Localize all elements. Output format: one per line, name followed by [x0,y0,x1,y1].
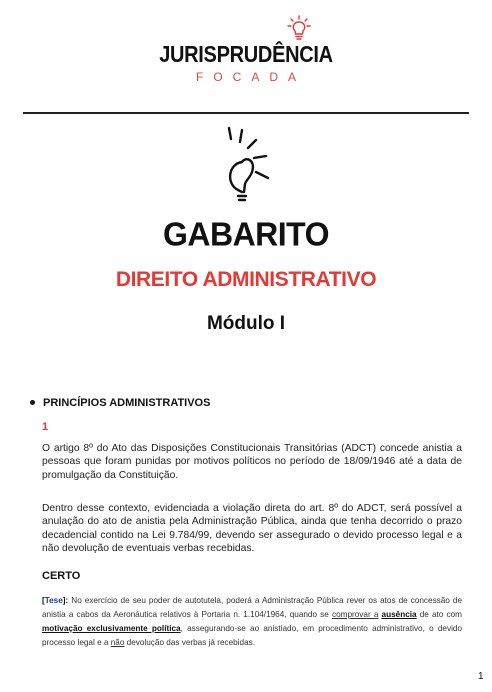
section-heading [30,397,210,409]
thesis-tag: [Tese]: [42,596,69,605]
logo-subtitle: FOCADA [195,70,306,84]
bullet-icon [30,400,35,405]
answer-label: CERTO [42,570,81,582]
header-divider [23,112,469,114]
idea-lightbulb-icon [220,122,278,202]
lightbulb-icon [287,15,311,43]
section-title: PRINCÍPIOS ADMINISTRATIVOS [43,397,211,409]
module-title: Módulo I [206,313,286,334]
question-paragraph: O artigo 8º do Ato das Disposições Constitucionais Transitórias (ADCT) concede anistia a pessoas que foram punidas por motivos políticos no período de 18/09/1946 até a data de promulgação da Constituição. [42,443,462,481]
page-title: GABARITO [162,215,330,253]
logo-title: JURISPRUDÊNCIA [159,42,333,68]
thesis-text: [Tese]: No exercício de seu poder de autotutela, poderá a Administração Pública rever os atos de concessão de anistia a cabos da Aeronáutica relativos à Portaria n. 1.104/1964, quando se comprovar a ausência de ato com motivação exclusivamente política, assegurando-se ao anistiado, em procedimento administrativo, o devido processo legal e a não devolução das verbas já recebidas. [42,596,463,647]
subject-title: DIREITO ADMINISTRATIVO [115,268,377,291]
question-number: 1 [42,421,49,433]
page-number: 1 [478,671,484,682]
question-paragraph: Dentro desse contexto, evidenciada a violação direta do art. 8º do ADCT, será possível a anulação do ato de anistia pela Administração Pública, ainda que tenha decorrido o prazo decadencial contido na Lei 9.784/99, devendo ser assegurado o devido processo legal e a não devolução de eventuais verbas recebidas. [42,503,462,554]
